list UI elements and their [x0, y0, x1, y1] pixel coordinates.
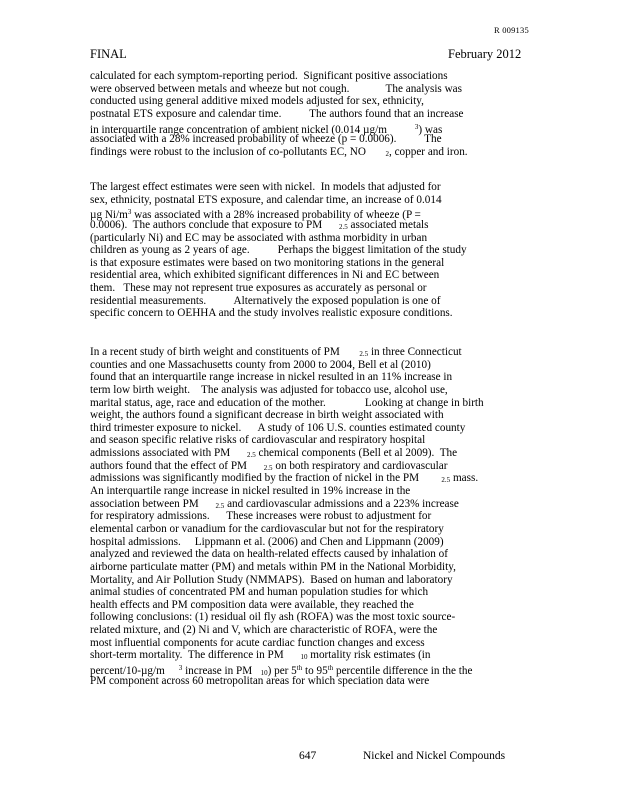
text-line: most influential components for acute cardiac function changes and excess — [90, 636, 425, 649]
text-line: PM component across 60 metropolitan areas for which speciation data were — [90, 674, 430, 687]
text-line: The largest effect estimates were seen with nickel. In models that adjusted for — [90, 181, 441, 193]
text-line: counties and one Massachusetts county from 2000 to 2004, Bell et al (2010) — [90, 358, 431, 371]
text-line: 0.0006). The authors conclude that exposure to PM 2.5 associated metals — [90, 218, 429, 231]
text-line: µg $Ni/m^3$ was associated with a 28% increased probability of wheeze (P = — [90, 208, 421, 222]
paragraph-1 — [90, 70, 530, 158]
text-line: and season specific relative risks of cardiovascular and respiratory hospital — [90, 434, 426, 447]
text-line: calculated for each symptom-reporting period. Significant positive associations — [90, 70, 448, 82]
text-line: percent/10-µg/m $^3$ increase in PM 10) per 5th to 95th percentile difference in the the — [90, 664, 473, 678]
header-date: February 2012 — [448, 47, 522, 61]
text-line: animal studies of concentrated PM and human population studies for which — [90, 586, 429, 599]
text-line: elemental carbon or vanadium for the cardiovascular but not for the respiratory — [90, 522, 444, 535]
text-line: is that exposure estimates were based on two monitoring stations in the general — [90, 256, 445, 269]
text-line: An interquartile range increase in nickel resulted in 19% increase in the — [90, 485, 411, 498]
text-line: marital status, age, race and education of the mother. Looking at change in birth — [90, 396, 484, 409]
text-line: found that an interquartile range increase in nickel resulted in an 11% increase in — [90, 371, 453, 384]
page-number: 647 — [299, 750, 317, 762]
text-line: short-term mortality. The difference in PM 10 mortality risk estimates (in — [90, 649, 431, 662]
text-line: findings were robust to the inclusion of co-pollutants EC, NO 2, copper and iron. — [90, 145, 468, 158]
text-line: weight, the authors found a significant decrease in birth weight associated with — [90, 409, 444, 422]
text-line: residential measurements. Alternatively the exposed population is one of — [90, 294, 441, 307]
text-line: analyzed and reviewed the data on health-related effects caused by inhalation of — [90, 548, 448, 561]
text-line: related mixture, and (2) Ni and V, which are characteristic of ROFA, were the — [90, 624, 438, 637]
text-line: third trimester exposure to nickel. A study of 106 U.S. counties estimated county — [90, 421, 466, 434]
text-line: associated with a 28% increased probability of wheeze (p = 0.0006). The — [90, 133, 442, 146]
document-title: Nickel and Nickel Compounds — [363, 750, 506, 762]
text-line: in interquartile range concentration of ambient nickel (0.014 µg/m $^3$) was — [90, 122, 443, 136]
text-line: children as young as 2 years of age. Perhaps the biggest limitation of the study — [90, 244, 467, 257]
text-line: admissions associated with PM 2.5 chemical components (Bell et al 2009). The — [90, 447, 458, 460]
text-line: postnatal ETS exposure and calendar time. The authors found that an increase — [90, 107, 464, 120]
text-line: sex, ethnicity, postnatal ETS exposure, and calendar time, an increase of 0.014 — [90, 193, 442, 206]
text-line: for respiratory admissions. These increases were robust to adjustment for — [90, 510, 432, 523]
text-line: conducted using general additive mixed models adjusted for sex, ethnicity, — [90, 95, 424, 108]
text-line: In a recent study of birth weight and constituents of PM 2.5 in three Connecticut — [90, 346, 462, 358]
text-line: (particularly Ni) and EC may be associated with asthma morbidity in urban — [90, 231, 428, 244]
text-line: airborne particulate matter (PM) and metals within PM in the National Morbidity, — [90, 560, 456, 573]
text-line: hospital admissions. Lippmann et al. (2006) and Chen and Lippmann (2009) — [90, 535, 444, 548]
text-line: association between PM 2.5 and cardiovascular admissions and a 223% increase — [90, 497, 459, 510]
paragraph-2 — [90, 181, 530, 320]
header-status: FINAL — [90, 47, 127, 61]
text-line: following conclusions: (1) residual oil fly ash (ROFA) was the most toxic source- — [90, 611, 456, 624]
text-line: term low birth weight. The analysis was adjusted for tobacco use, alcohol use, — [90, 383, 448, 396]
paragraph-3 — [90, 346, 530, 687]
text-line: specific concern to OEHHA and the study involves realistic exposure conditions. — [90, 307, 453, 320]
text-line: Mortality, and Air Pollution Study (NMMAPS). Based on human and laboratory — [90, 573, 453, 586]
text-line: them. These may not represent true exposures as accurately as personal or — [90, 282, 427, 295]
text-line: admissions was significantly modified by the fraction of nickel in the PM 2.5 mass. — [90, 472, 479, 485]
text-line: authors found that the effect of PM 2.5 on both respiratory and cardiovascular — [90, 459, 448, 472]
bates-number: R 009135 — [494, 25, 529, 35]
text-line: residential area, which exhibited significant differences in Ni and EC between — [90, 269, 440, 282]
text-line: were observed between metals and wheeze but not cough. The analysis was — [90, 82, 462, 95]
text-line: health effects and PM composition data were available, they reached the — [90, 598, 414, 611]
